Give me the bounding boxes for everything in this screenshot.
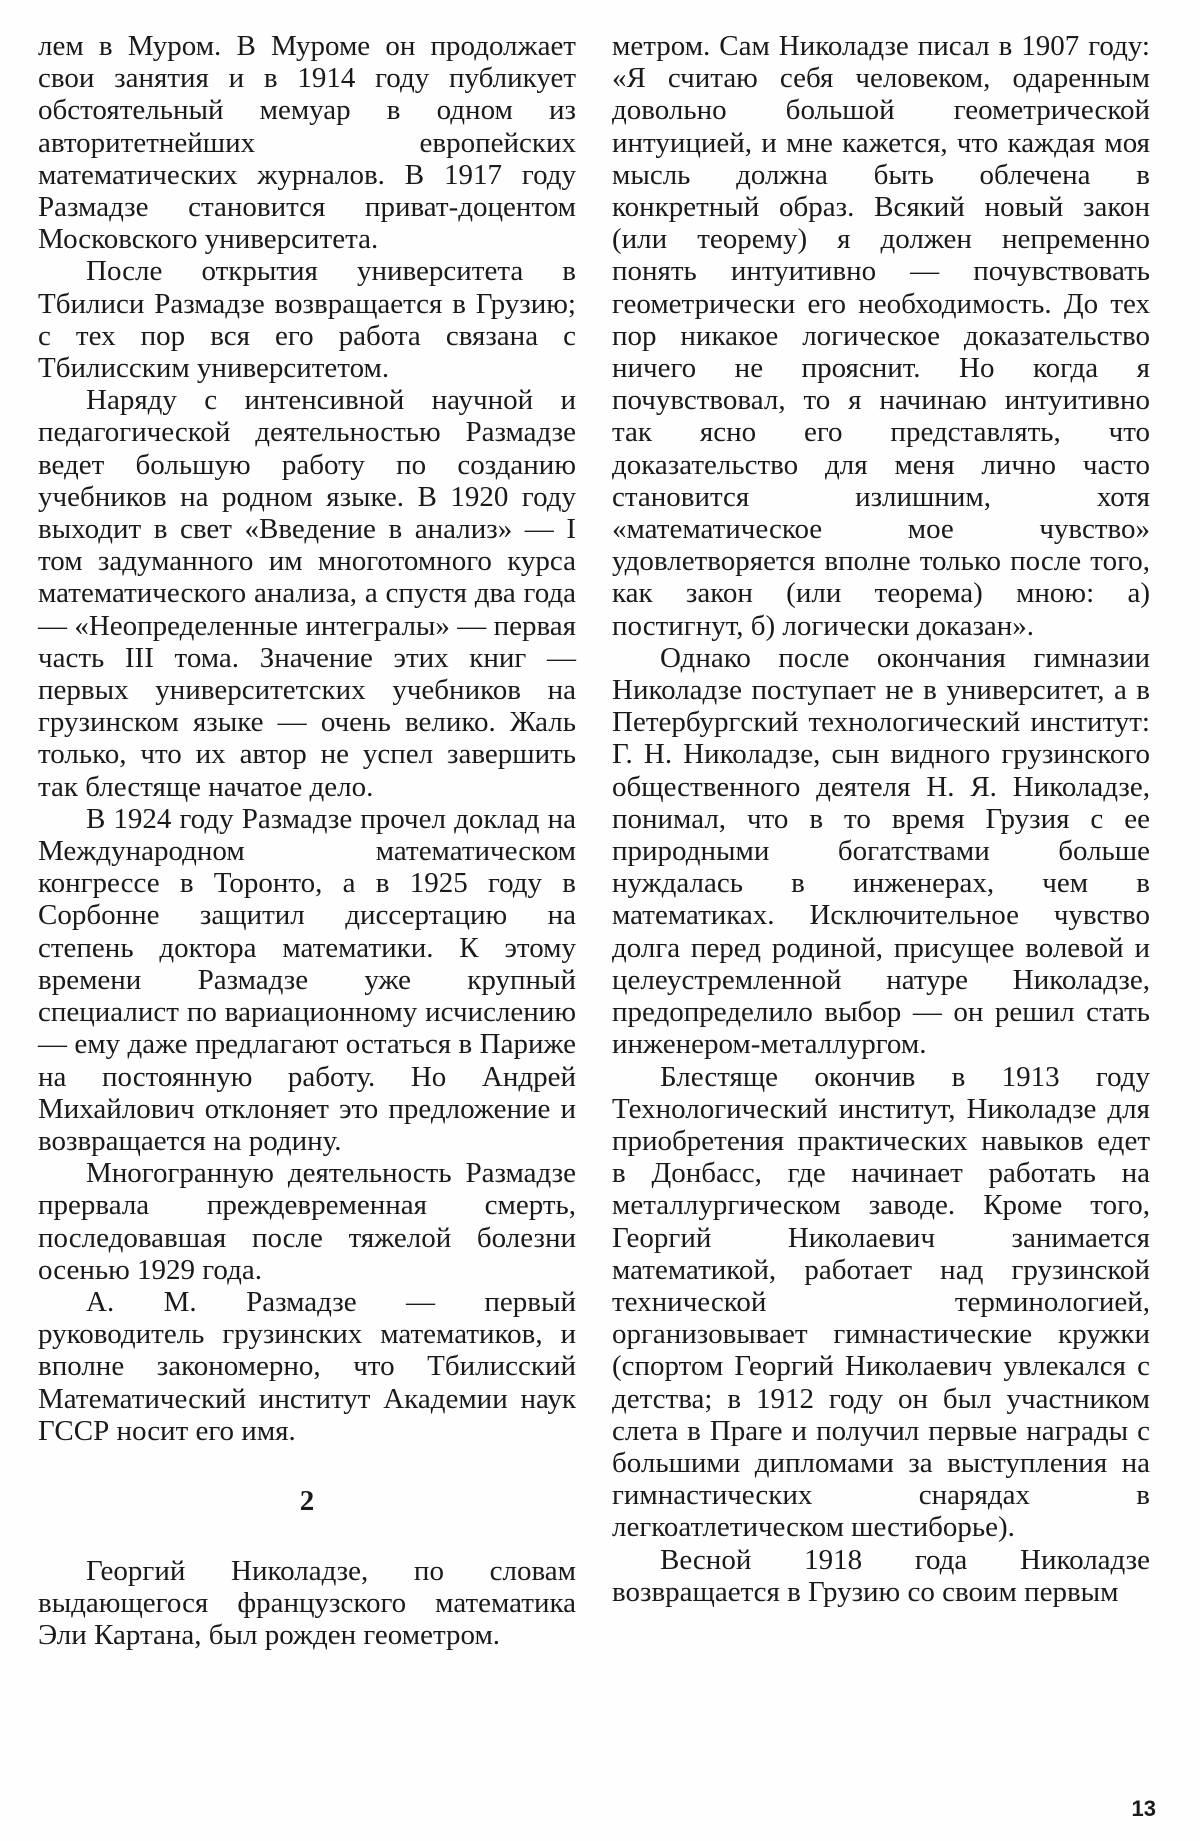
paragraph-left-3: Наряду с интенсивной научной и педагогической деятельностью Размадзе ведет большую работу по созданию учебников на родном языке. В 1920 году выходит в свет «Введение в анализ» — I том задуманного им многотомного курса математического анализа, а спустя два года — «Неопределенные интегралы» — первая часть III тома. Значение этих книг — первых университетских учебников на грузинском языке — очень велико. Жаль только, что их автор не успел завершить так блестяще начатое дело. (38, 384, 576, 803)
paragraph-left-2: После открытия университета в Тбилиси Размадзе возвращается в Грузию; с тех пор вся его работа связана с Тбилисским университетом. (38, 255, 576, 385)
paragraph-left-1: лем в Муром. В Муроме он продолжает свои занятия и в 1914 году публикует обстоятельный мемуар в одном из авторитетнейших европейских математических журналов. В 1917 году Размадзе становится приват-доцентом Московского университета. (38, 30, 576, 256)
right-column (612, 30, 1150, 1608)
section-number: 2 (299, 1484, 315, 1517)
paragraph-right-3: Блестяще окончив в 1913 году Технологический институт, Николадзе для приобретения практических навыков едет в Донбасс, где начинает работать на металлургическом заводе. Кроме того, Георгий Николаевич занимается математикой, работает над грузинской технической терминологией, организовывает гимнастические кружки (спортом Георгий Николаевич увлекался с детства; в 1912 году он был участником слета в Праге и получил первые награды с большими дипломами за выступления на гимнастических снарядах в легкоатлетическом шестиборье). (612, 1060, 1150, 1544)
left-column (38, 30, 576, 1652)
paragraph-right-4: Весной 1918 года Николадзе возвращается в Грузию со своим первым (612, 1543, 1150, 1608)
page-number: 13 (1131, 1796, 1156, 1821)
paragraph-left-4: В 1924 году Размадзе прочел доклад на Международном математическом конгрессе в Торонто, а в 1925 году в Сорбонне защитил диссертацию на степень доктора математики. К этому времени Размадзе уже крупный специалист по вариационному исчислению — ему даже предлагают остаться в Париже на постоянную работу. Но Андрей Михайлович отклоняет это предложение и возвращается на родину. (38, 802, 576, 1157)
paragraph-left-6: А. М. Размадзе — первый руководитель грузинских математиков, и вполне закономерно, что Тбилисский Математический институт Академии наук ГССР носит его имя. (38, 1285, 576, 1447)
paragraph-section-start: Георгий Николадзе, по словам выдающегося французского математика Эли Картана, был рожден геометром. (38, 1554, 576, 1652)
paragraph-left-5: Многогранную деятельность Размадзе прервала преждевременная смерть, последовавшая после тяжелой болезни осенью 1929 года. (38, 1157, 576, 1286)
paragraph-right-1: метром. Сам Николадзе писал в 1907 году: «Я считаю себя человеком, одаренным довольно большой геометрической интуицией, и мне кажется, что каждая моя мысль должна быть облечена в конкретный образ. Всякий новый закон (или теорему) я должен непременно понять интуитивно — почувствовать геометрически его необходимость. До тех пор никакое логическое доказательство ничего не прояснит. Но когда я почувствовал, то я начинаю интуитивно так ясно его представлять, что доказательство для меня лично часто становится излишним, хотя «математическое мое чувство» удовлетворяется вполне только после того, как закон (или теорема) мною: а) постигнут, б) логически доказан». (612, 30, 1150, 642)
paragraph-right-2: Однако после окончания гимназии Николадзе поступает не в университет, а в Петербургский технологический институт: Г. Н. Николадзе, сын видного грузинского общественного деятеля Н. Я. Николадзе, понимал, что в то время Грузия с ее природными богатствами больше нуждалась в инженерах, чем в математиках. Исключительное чувство долга перед родиной, присущее волевой и целеустремленной натуре Николадзе, предопределило выбор — он решил стать инженером-металлургом. (612, 641, 1150, 1061)
